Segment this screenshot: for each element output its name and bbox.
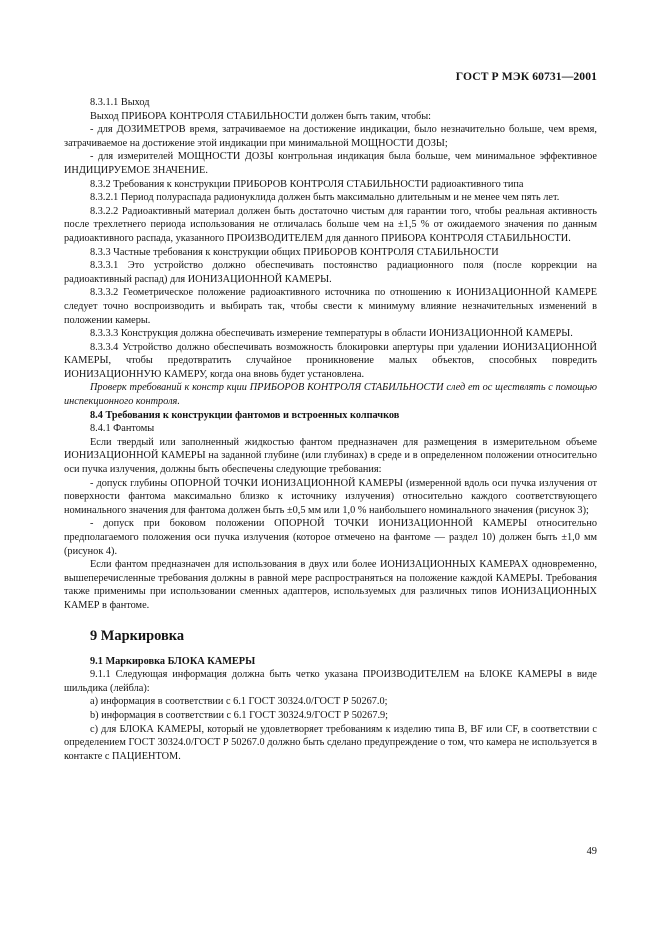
clause-8-3-2-2: 8.3.2.2 Радиоактивный материал должен быть достаточно чистым для гарантии того, чтобы реальная активность после трехлетнего периода использования не отличалась больше чем на ±1,5 % от ожидаемого значения по данным радиоактивного распада, указанного ПРОИЗВОДИТЕЛЕМ для данного ПРИБОРА КОНТРОЛЯ СТАБИЛЬНОСТИ.: [64, 205, 597, 244]
clause-9-1-heading: 9.1 Маркировка БЛОКА КАМЕРЫ: [90, 655, 256, 667]
clause-8-3-3-2: 8.3.3.2 Геометрическое положение радиоактивного источника по отношению к ИОНИЗАЦИОННОЙ КАМЕРЕ следует точно воспроизводить и выбирать так, чтобы свести к минимуму влияние незначительных изменений в положении камеры.: [64, 287, 597, 326]
section-9-heading: 9 Маркировка: [90, 627, 185, 644]
list-item: - допуск при боковом положении ОПОРНОЙ ТОЧКИ ИОНИЗАЦИОННОЙ КАМЕРЫ относительно предполагаемого положения оси пучка излучения (которое отмечено на фантоме — раздел 10) должен быть ±1,0 мм (рисунок 4).: [64, 518, 597, 557]
clause-8-3-2-1: 8.3.2.1 Период полураспада радионуклида должен быть максимально длительным и не менее чем пять лет.: [90, 192, 560, 204]
paragraph: Выход ПРИБОРА КОНТРОЛЯ СТАБИЛЬНОСТИ должен быть таким, чтобы:: [90, 110, 432, 122]
paragraph: Если твердый или заполненный жидкостью фантом предназначен для размещения в измерительном объеме ИОНИЗАЦИОННОЙ КАМЕРЫ на заданной глубине (или глубинах) в среде и в определенном положении относительно оси пучка излучения, должны быть обеспечены следующие требования:: [64, 436, 597, 476]
clause-8-3-3-4: 8.3.3.4 Устройство должно обеспечивать возможность блокировки апертуры при удалении ИОНИЗАЦИОННОЙ КАМЕРЫ, чтобы предотвратить случайное проникновение малых объектов, способных повредить ИОНИЗАЦИОННУЮ КАМЕРУ, когда она вновь будет установлена.: [64, 341, 597, 380]
verification-note: Проверк требований к констр кции ПРИБОРОВ КОНТРОЛЯ СТАБИЛЬНОСТИ след ет ос ществлять с помощью инспекционного контроля.: [64, 382, 597, 408]
list-item: - допуск глубины ОПОРНОЙ ТОЧКИ ИОНИЗАЦИОННОЙ КАМЕРЫ (измеренной вдоль оси пучка излучения от поверхности фантома максимально близко к источнику излучения) относительно каждого соответствующего номинального значения для фантома должен быть ±0,5 мм или 1,0 % наибольшего номинального значения (рисунок 3);: [64, 477, 597, 516]
clause-8-3-2: 8.3.2 Требования к конструкции ПРИБОРОВ КОНТРОЛЯ СТАБИЛЬНОСТИ радиоактивного типа: [90, 178, 524, 190]
clause-9-1-1: 9.1.1 Следующая информация должна быть четко указана ПРОИЗВОДИТЕЛЕМ на БЛОКЕ КАМЕРЫ в виде шильдика (лейбла):: [64, 669, 597, 694]
list-item: с) для БЛОКА КАМЕРЫ, который не удовлетворяет требованиям к изделию типа B, BF или CF, в соответствии с определением ГОСТ 30324.0/ГОСТ Р 50267.0 должно быть сделано предупреждение о том, что камера не используется в контакте с ПАЦИЕНТОМ.: [64, 723, 597, 762]
clause-8-4-heading: 8.4 Требования к конструкции фантомов и встроенных колпачков: [90, 409, 400, 421]
clause-8-4-1-title: 8.4.1 Фантомы: [90, 423, 155, 435]
standard-header: ГОСТ Р МЭК 60731—2001: [455, 70, 597, 83]
page-number: 49: [586, 846, 597, 857]
list-item: b) информация в соответствии с 6.1 ГОСТ 30324.9/ГОСТ Р 50267.9;: [90, 709, 389, 721]
list-item: - для ДОЗИМЕТРОВ время, затрачиваемое на достижение индикации, было незначительно больше, чем время, затрачиваемое на достижение этой индикации при минимальной МОЩНОСТИ ДОЗЫ;: [64, 124, 597, 149]
list-item: - для измерителей МОЩНОСТИ ДОЗЫ контрольная индикация была больше, чем минимальное эффективное ИНДИЦИРУЕМОЕ ЗНАЧЕНИЕ.: [64, 151, 597, 176]
paragraph: Если фантом предназначен для использования в двух или более ИОНИЗАЦИОННЫХ КАМЕРАХ одновременно, вышеперечисленные требования должны в равной мере распространяться на положение каждой КАМЕРЫ. Требования также применимы при использовании сменных адаптеров, используемых для различных типов ИОНИЗАЦИОННЫХ КАМЕР в фантоме.: [64, 559, 597, 611]
clause-8-3-1-1-title: 8.3.1.1 Выход: [90, 97, 150, 108]
page-body: [64, 96, 597, 763]
clause-8-3-3: 8.3.3 Частные требования к конструкции общих ПРИБОРОВ КОНТРОЛЯ СТАБИЛЬНОСТИ: [90, 246, 499, 258]
list-item: а) информация в соответствии с 6.1 ГОСТ 30324.0/ГОСТ Р 50267.0;: [90, 696, 388, 708]
clause-8-3-3-3: 8.3.3.3 Конструкция должна обеспечивать измерение температуры в области ИОНИЗАЦИОННОЙ КАМЕРЫ.: [90, 328, 573, 340]
clause-8-3-3-1: 8.3.3.1 Это устройство должно обеспечивать постоянство радиационного поля (после коррекции на радиоактивный распад) для ИОНИЗАЦИОННОЙ КАМЕРЫ.: [64, 260, 597, 285]
